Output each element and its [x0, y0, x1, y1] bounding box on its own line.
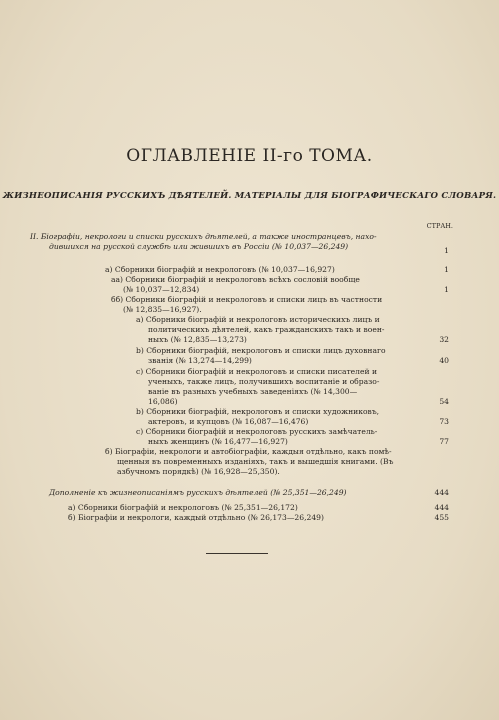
- toc-entry-line: политическихъ дѣятелей, какъ гражданскихъ такъ и воен-: [148, 325, 385, 334]
- toc-entry-line: аа) Сборники біографій и некрологовъ всѣхъ сословій вообще: [111, 275, 360, 284]
- toc-entry-line: ваніе въ разныхъ учебныхъ заведеніяхъ (№ 14,300—: [148, 387, 358, 396]
- toc-entry-line: азбучномъ порядкѣ) (№ 16,928—25,350).: [117, 467, 280, 476]
- toc-entry-line: ныхъ женщинъ (№ 16,477—16,927): [148, 437, 288, 446]
- toc-entry-line: Дополненіе къ жизнеописаніямъ русскихъ дѣятелей (№ 25,351—26,249): [49, 488, 347, 497]
- page-column-header: СТРАН.: [426, 222, 453, 230]
- toc-entry-line: b) Сборники біографій, некрологовъ и списки лицъ духовнаго: [136, 346, 386, 355]
- toc-page-number: 32: [439, 335, 449, 344]
- toc-page-number: 73: [439, 417, 449, 426]
- toc-entry-line: б) Біографіи, некрологи и автобіографіи, каждыя отдѣльно, какъ помѣ-: [105, 447, 392, 456]
- toc-page-number: 455: [434, 513, 449, 522]
- toc-entry-line: бб) Сборники біографій и некрологовъ и списки лицъ въ частности: [111, 295, 383, 304]
- closing-rule: [206, 553, 268, 554]
- toc-entry-line: а) Сборники біографій и некрологовъ (№ 25,351—26,172): [68, 503, 298, 512]
- section-subtitle: ЖИЗНЕОПИСАНІЯ РУССКИХЪ ДѢЯТЕЛЕЙ. МАТЕРІАЛЫ ДЛЯ БІОГРАФИЧЕСКАГО СЛОВАРЯ.: [2, 191, 497, 201]
- page-title: ОГЛАВЛЕНІЕ II-го ТОМА.: [126, 146, 373, 166]
- toc-entry-line: (№ 10,037—12,834): [123, 285, 200, 294]
- toc-entry-line: а) Сборники біографій и некрологовъ (№ 10,037—16,927): [105, 265, 335, 274]
- toc-entry-line: 16,086): [148, 397, 178, 406]
- toc-page-number: 444: [434, 503, 449, 512]
- toc-entry-line: b) Сборники біографій, некрологовъ и списки художниковъ,: [136, 407, 380, 416]
- toc-page-number: 1: [444, 246, 449, 255]
- toc-entry-line: c) Сборники біографій и некрологовъ русскихъ замѣчатель-: [136, 427, 378, 436]
- toc-entry-line: дившихся на русской службѣ или жившихъ въ Россіи (№ 10,037—26,249): [49, 242, 349, 251]
- toc-entry-line: c) Сборники біографій и некрологовъ и списки писателей и: [136, 367, 378, 376]
- toc-entry-line: ученыхъ, также лицъ, получившихъ воспитаніе и образо-: [148, 377, 380, 386]
- toc-page-number: 1: [444, 285, 449, 294]
- toc-entry-line: щенныя въ повременныхъ изданіяхъ, такъ и вышедшія книгами. (Въ: [117, 457, 394, 466]
- toc-entry-line: ныхъ (№ 12,835—13,273): [148, 335, 247, 344]
- toc-page-number: 40: [439, 356, 449, 365]
- toc-entry-line: а) Сборники біографій и некрологовъ историческихъ лицъ и: [136, 315, 380, 324]
- toc-page-number: 54: [439, 397, 449, 406]
- toc-page-number: 77: [439, 437, 449, 446]
- toc-entry-line: званія (№ 13,274—14,299): [148, 356, 252, 365]
- toc-entry-line: б) Біографіи и некрологи, каждый отдѣльно (№ 26,173—26,249): [68, 513, 324, 522]
- toc-entry-line: II. Біографіи, некрологи и списки русскихъ дѣятелей, а также иностранцевъ, нахо-: [30, 232, 377, 241]
- toc-page-number: 1: [444, 265, 449, 274]
- toc-entry-line: актеровъ, и купцовъ (№ 16,087—16,476): [148, 417, 309, 426]
- toc-entry-line: (№ 12,835—16,927).: [123, 305, 202, 314]
- toc-page-number: 444: [434, 488, 449, 497]
